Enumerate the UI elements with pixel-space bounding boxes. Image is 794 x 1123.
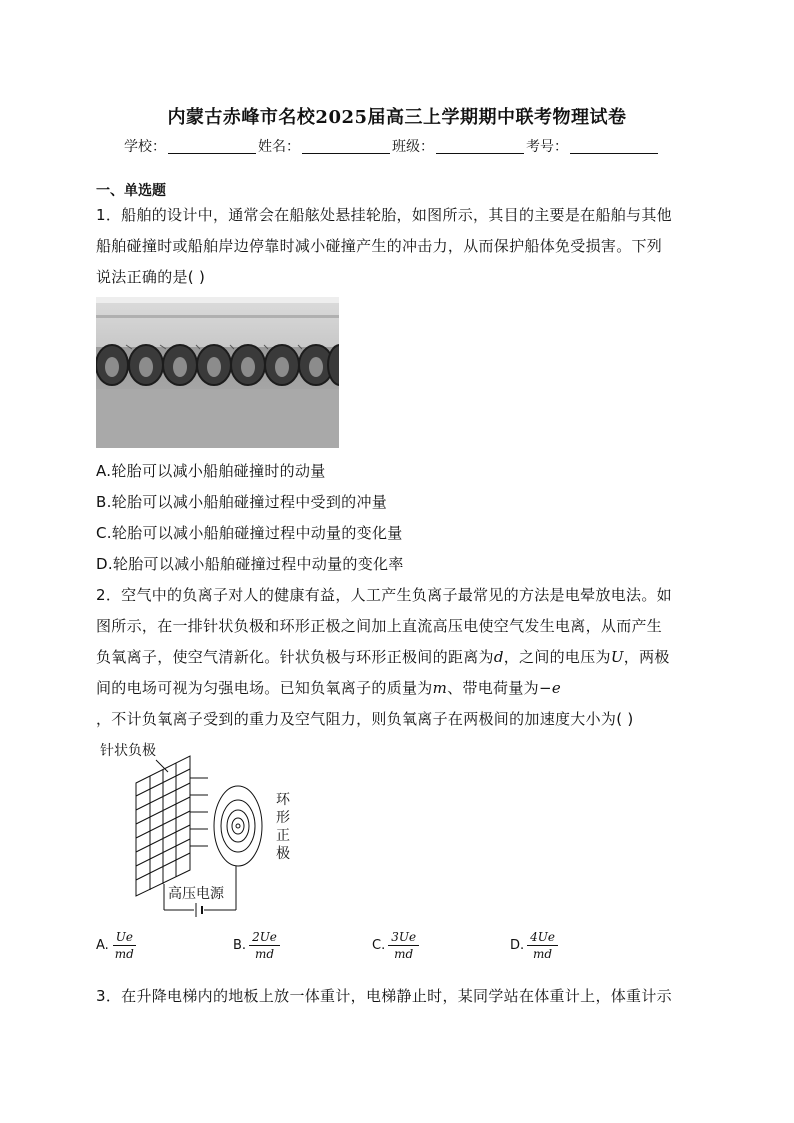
- positive-electrode-label: 极: [276, 846, 290, 862]
- var-u: U: [610, 648, 624, 666]
- var-e: −e: [538, 679, 561, 697]
- q1-option-d: D.轮胎可以减小船舶碰撞过程中动量的变化率: [96, 555, 404, 573]
- exam-id-blank: [570, 139, 658, 154]
- q2-option-c: C. $\frac{3Ue}{md}$: [372, 930, 419, 961]
- q2-stem-line: 负氧离子，使空气清新化。针状负极与环形正极间的距离为d，之间的电压为U，两极: [96, 648, 670, 666]
- positive-electrode-label: 形: [276, 810, 290, 826]
- student-info-row: [124, 136, 684, 158]
- ship-tires-photo: [96, 297, 339, 448]
- name-blank: [302, 139, 390, 154]
- exam-id-label: 考号：: [526, 139, 568, 155]
- q1-stem-line: 船舶碰撞时或船舶岸边停靠时减小碰撞产生的冲击力，从而保护船体免受损害。下列: [96, 237, 663, 255]
- q1-stem-line: 1．船舶的设计中，通常会在船舷处悬挂轮胎，如图所示，其目的主要是在船舶与其他: [96, 206, 672, 224]
- q1-stem-line: 说法正确的是( ): [96, 268, 206, 286]
- negative-electrode-label: 针状负极: [100, 743, 156, 759]
- q2-option-a: A. $\frac{Ue}{md}$: [96, 930, 137, 961]
- class-blank: [436, 139, 524, 154]
- var-d: d: [493, 648, 504, 666]
- q1-option-a: A.轮胎可以减小船舶碰撞时的动量: [96, 462, 326, 480]
- q2-stem-line: 间的电场可视为匀强电场。已知负氧离子的质量为m、带电荷量为−e: [96, 679, 561, 697]
- var-m: m: [432, 679, 448, 697]
- q2-stem-line: 图所示，在一排针状负极和环形正极之间加上直流高压电使空气发生电离，从而产生: [96, 617, 663, 635]
- q2-options: [96, 930, 696, 974]
- name-label: 姓名：: [258, 139, 300, 155]
- class-label: 班级：: [392, 139, 434, 155]
- corona-discharge-diagram: [96, 738, 306, 918]
- power-source-label: 高压电源: [168, 886, 224, 902]
- positive-electrode-label: 环: [276, 792, 290, 808]
- q2-stem-line: ，不计负氧离子受到的重力及空气阻力，则负氧离子在两极间的加速度大小为( ): [96, 710, 634, 728]
- q2-stem-line: 2．空气中的负离子对人的健康有益，人工产生负离子最常见的方法是电晕放电法。如: [96, 586, 672, 604]
- section-heading: 一、单选题: [96, 183, 166, 199]
- q2-option-d: D. $\frac{4Ue}{md}$: [510, 930, 558, 961]
- school-label: 学校：: [124, 139, 166, 155]
- q3-stem-line: 3．在升降电梯内的地板上放一体重计，电梯静止时，某同学站在体重计上，体重计示: [96, 987, 672, 1005]
- q2-option-b: B. $\frac{2Ue}{md}$: [233, 930, 280, 961]
- page-title: 内蒙古赤峰市名校2025届高三上学期期中联考物理试卷: [167, 107, 627, 128]
- q1-option-c: C.轮胎可以减小船舶碰撞过程中动量的变化量: [96, 524, 403, 542]
- positive-electrode-label: 正: [276, 828, 290, 844]
- school-blank: [168, 139, 256, 154]
- q1-option-b: B.轮胎可以减小船舶碰撞过程中受到的冲量: [96, 493, 388, 511]
